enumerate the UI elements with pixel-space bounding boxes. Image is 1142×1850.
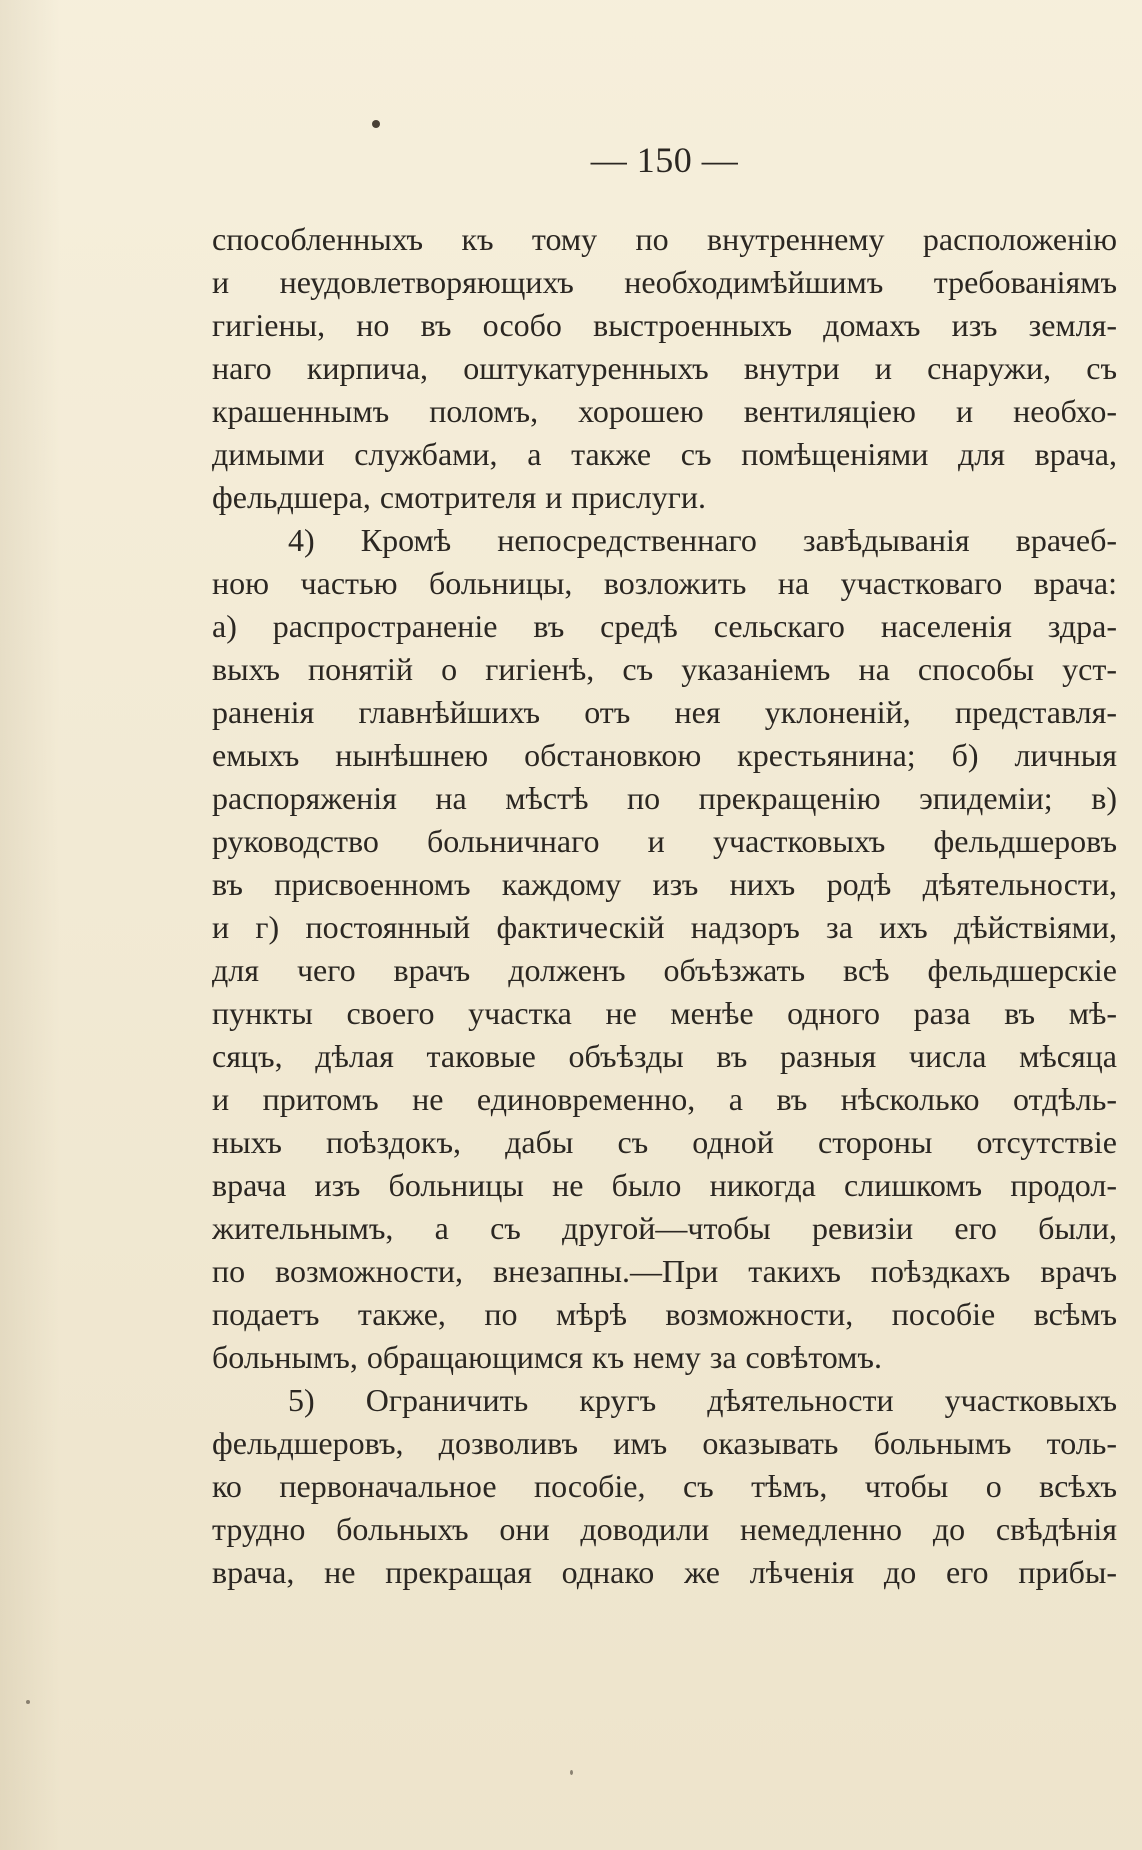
text-line: распоряженія на мѣстѣ по прекращенію эпидеміи; в): [212, 780, 1117, 816]
text-line: и неудовлетворяющихъ необходимѣйшимъ требованіямъ: [212, 264, 1117, 300]
text-line: а) распространеніе въ средѣ сельскаго населенія здра-: [212, 608, 1117, 644]
text-line: 5) Ограничить кругъ дѣятельности участковыхъ: [288, 1382, 1117, 1418]
paragraph-item-4: [212, 519, 1117, 1379]
text-line: врача, не прекращая однако же лѣченія до его прибы-: [212, 1554, 1117, 1590]
text-line: ною частью больницы, возложить на участковаго врача:: [212, 565, 1117, 601]
text-line: больнымъ, обращающимся къ нему за совѣтомъ.: [212, 1339, 882, 1375]
ink-speck: [570, 1770, 573, 1775]
text-line: врача изъ больницы не было никогда слишкомъ продол-: [212, 1167, 1117, 1203]
text-line: фельдшера, смотрителя и прислуги.: [212, 479, 707, 515]
paragraph-item-5: [212, 1379, 1117, 1594]
text-line: ко первоначальное пособіе, съ тѣмъ, чтобы о всѣхъ: [212, 1468, 1117, 1504]
text-line: и г) постоянный фактическій надзоръ за ихъ дѣйствіями,: [212, 909, 1117, 945]
text-line: 4) Кромѣ непосредственнаго завѣдыванія врачеб-: [288, 522, 1117, 558]
text-line: фельдшеровъ, дозволивъ имъ оказывать больнымъ толь-: [212, 1425, 1117, 1461]
text-line: димыми службами, а также съ помѣщеніями для врача,: [212, 436, 1117, 472]
text-line: наго кирпича, оштукатуренныхъ внутри и снаружи, съ: [212, 350, 1117, 386]
paragraph-continuation: [212, 218, 1117, 519]
text-line: и притомъ не единовременно, а въ нѣсколько отдѣль-: [212, 1081, 1117, 1117]
text-line: раненія главнѣйшихъ отъ нея уклоненій, представля-: [212, 694, 1117, 730]
text-line: ныхъ поѣздокъ, дабы съ одной стороны отсутствіе: [212, 1124, 1117, 1160]
text-line: подаетъ также, по мѣрѣ возможности, пособіе всѣмъ: [212, 1296, 1117, 1332]
ink-speck: [372, 120, 380, 128]
ink-speck: [26, 1700, 30, 1704]
text-line: способленныхъ къ тому по внутреннему расположенію: [212, 221, 1117, 257]
text-line: руководство больничнаго и участковыхъ фельдшеровъ: [212, 823, 1117, 859]
text-line: сяцъ, дѣлая таковые объѣзды въ разныя числа мѣсяца: [212, 1038, 1117, 1074]
body-text: [212, 218, 1117, 1594]
text-line: крашеннымъ поломъ, хорошею вентиляціею и необхо-: [212, 393, 1117, 429]
text-line: жительнымъ, а съ другой—чтобы ревизіи его были,: [212, 1210, 1117, 1246]
text-line: въ присвоенномъ каждому изъ нихъ родѣ дѣятельности,: [212, 866, 1117, 902]
text-line: пункты своего участка не менѣе одного раза въ мѣ-: [212, 995, 1117, 1031]
text-line: емыхъ нынѣшнею обстановкою крестьянина; б) личныя: [212, 737, 1117, 773]
text-line: выхъ понятій о гигіенѣ, съ указаніемъ на способы уст-: [212, 651, 1117, 687]
text-line: по возможности, внезапны.—При такихъ поѣздкахъ врачъ: [212, 1253, 1117, 1289]
text-line: трудно больныхъ они доводили немедленно до свѣдѣнія: [212, 1511, 1117, 1547]
page-number: — 150 —: [590, 140, 739, 180]
text-line: гигіены, но въ особо выстроенныхъ домахъ изъ земля-: [212, 307, 1117, 343]
text-line: для чего врачъ долженъ объѣзжать всѣ фельдшерскіе: [212, 952, 1117, 988]
